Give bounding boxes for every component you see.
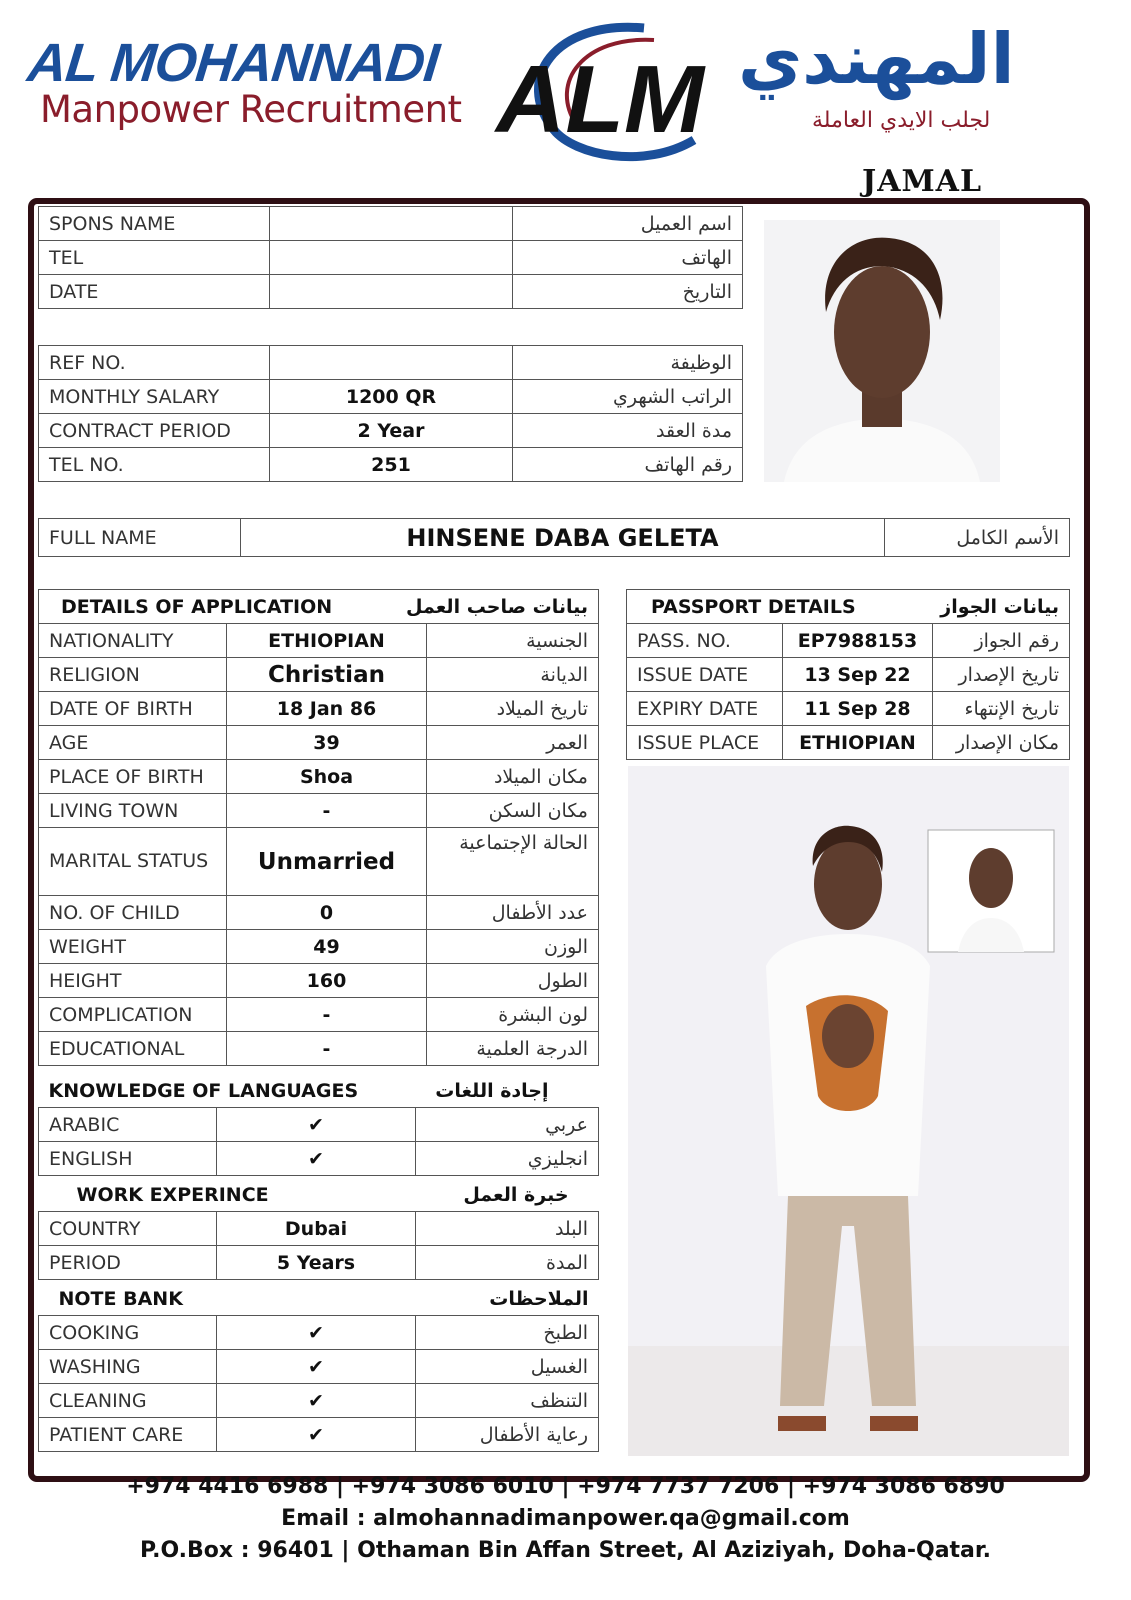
row-label-ar: الوزن	[427, 930, 599, 964]
row-label: ISSUE PLACE	[627, 726, 783, 760]
check-icon: ✔	[217, 1316, 416, 1350]
row-label: PERIOD	[39, 1246, 217, 1280]
table-row	[39, 346, 743, 380]
table-row	[39, 1142, 599, 1176]
row-value: 49	[227, 930, 427, 964]
table-row	[39, 760, 599, 794]
brand-name-en: AL MOHANNADI	[24, 33, 442, 93]
row-label: CONTRACT PERIOD	[39, 414, 270, 448]
row-label-ar: الديانة	[427, 658, 599, 692]
section-title: NOTE BANK	[58, 1287, 183, 1310]
table-row	[39, 1032, 599, 1066]
row-value	[270, 346, 513, 380]
row-label-ar: اسم العميل	[513, 207, 743, 241]
row-value: 13 Sep 22	[783, 658, 933, 692]
row-value: Shoa	[227, 760, 427, 794]
row-value: 1200 QR	[270, 380, 513, 414]
passport-table	[626, 589, 1070, 760]
row-label: PLACE OF BIRTH	[39, 760, 227, 794]
table-row	[39, 380, 743, 414]
row-label-ar: التنظف	[416, 1384, 599, 1418]
row-value: EP7988153	[783, 624, 933, 658]
svg-text:ALM: ALM	[496, 46, 704, 153]
row-value: ETHIOPIAN	[227, 624, 427, 658]
row-value: -	[227, 998, 427, 1032]
row-value: -	[227, 1032, 427, 1066]
row-label: HEIGHT	[39, 964, 227, 998]
row-label-ar: مكان السكن	[427, 794, 599, 828]
table-row	[39, 519, 1070, 557]
row-value	[270, 241, 513, 275]
portrait-photo	[764, 220, 1000, 482]
section-title-ar: بيانات صاحب العمل	[427, 590, 599, 624]
footer-email: Email : almohannadimanpower.qa@gmail.com	[281, 1506, 850, 1531]
full-name-table	[38, 518, 1070, 557]
row-label-ar: رعاية الأطفال	[416, 1418, 599, 1452]
section-title-ar: خبرة العمل	[463, 1183, 569, 1206]
footer-phones: +974 4416 6988 | +974 3086 6010 | +974 7737 7206 | +974 3086 6890	[126, 1474, 1005, 1499]
table-row	[39, 1212, 599, 1246]
row-value: ETHIOPIAN	[783, 726, 933, 760]
check-icon: ✔	[217, 1350, 416, 1384]
row-value: 0	[227, 896, 427, 930]
row-label: ISSUE DATE	[627, 658, 783, 692]
row-label: DATE	[39, 275, 270, 309]
table-row	[39, 1384, 599, 1418]
row-label: RELIGION	[39, 658, 227, 692]
check-icon: ✔	[217, 1418, 416, 1452]
row-label: COMPLICATION	[39, 998, 227, 1032]
table-row	[39, 275, 743, 309]
row-label: SPONS NAME	[39, 207, 270, 241]
row-label: PASS. NO.	[627, 624, 783, 658]
table-header	[39, 1282, 599, 1316]
row-label: CLEANING	[39, 1384, 217, 1418]
row-label: REF NO.	[39, 346, 270, 380]
row-label: LIVING TOWN	[39, 794, 227, 828]
section-title: KNOWLEDGE OF LANGUAGES	[48, 1079, 359, 1102]
table-row	[39, 1350, 599, 1384]
row-label: MONTHLY SALARY	[39, 380, 270, 414]
row-label-ar: التاريخ	[513, 275, 743, 309]
row-label: DATE OF BIRTH	[39, 692, 227, 726]
row-label-ar: مكان الميلاد	[427, 760, 599, 794]
table-row	[39, 1418, 599, 1452]
row-label-ar: انجليزي	[416, 1142, 599, 1176]
row-label-ar: تاريخ الميلاد	[427, 692, 599, 726]
notes-table	[38, 1282, 599, 1452]
experience-table	[38, 1178, 599, 1280]
brand-tagline-ar: لجلب الايدي العاملة	[812, 108, 991, 133]
row-label: AGE	[39, 726, 227, 760]
row-label: PATIENT CARE	[39, 1418, 217, 1452]
row-value: 5 Years	[217, 1246, 416, 1280]
table-row	[39, 1108, 599, 1142]
row-label: NO. OF CHILD	[39, 896, 227, 930]
row-label: ARABIC	[39, 1108, 217, 1142]
brand-name-ar: المهندي	[738, 18, 1015, 100]
row-value: Unmarried	[227, 828, 427, 896]
row-value: Christian	[227, 658, 427, 692]
table-row	[627, 726, 1070, 760]
table-row	[39, 624, 599, 658]
table-row	[39, 828, 599, 896]
row-label-ar: عربي	[416, 1108, 599, 1142]
row-value: Dubai	[217, 1212, 416, 1246]
section-title: PASSPORT DETAILS	[627, 590, 933, 624]
table-row	[39, 1316, 599, 1350]
row-label: ENGLISH	[39, 1142, 217, 1176]
section-title-ar: الملاحظات	[489, 1287, 589, 1310]
row-value: 160	[227, 964, 427, 998]
row-value: 39	[227, 726, 427, 760]
row-label-ar: عدد الأطفال	[427, 896, 599, 930]
table-row	[627, 692, 1070, 726]
row-label: TEL	[39, 241, 270, 275]
row-label-ar: العمر	[427, 726, 599, 760]
brand-logo	[494, 20, 724, 170]
table-row	[627, 658, 1070, 692]
row-label-ar: مكان الإصدار	[933, 726, 1070, 760]
row-label-ar: الغسيل	[416, 1350, 599, 1384]
application-table	[38, 589, 599, 1066]
contract-table	[38, 345, 743, 482]
full-name-value: HINSENE DABA GELETA	[241, 519, 885, 557]
table-row	[39, 964, 599, 998]
section-title: WORK EXPERINCE	[76, 1183, 269, 1206]
table-row	[39, 998, 599, 1032]
row-value	[270, 207, 513, 241]
row-label-ar: الوظيفة	[513, 346, 743, 380]
languages-table	[38, 1074, 599, 1176]
row-value: 18 Jan 86	[227, 692, 427, 726]
table-row	[39, 692, 599, 726]
row-value: 11 Sep 28	[783, 692, 933, 726]
row-label-ar: الدرجة العلمية	[427, 1032, 599, 1066]
row-label-ar: لون البشرة	[427, 998, 599, 1032]
row-label-ar: مدة العقد	[513, 414, 743, 448]
check-icon: ✔	[217, 1384, 416, 1418]
table-row	[39, 896, 599, 930]
table-header	[39, 1074, 599, 1108]
table-header	[39, 590, 599, 624]
footer-address: P.O.Box : 96401 | Othaman Bin Affan Street, Al Aziziyah, Doha-Qatar.	[140, 1538, 991, 1563]
table-header	[627, 590, 1070, 624]
section-title-ar: بيانات الجواز	[933, 590, 1070, 624]
sponsor-table	[38, 206, 743, 309]
row-label-ar: تاريخ الإصدار	[933, 658, 1070, 692]
row-label-ar: تاريخ الإنتهاء	[933, 692, 1070, 726]
agent-name: JAMAL	[862, 164, 983, 199]
row-label-ar: الجنسية	[427, 624, 599, 658]
table-header	[39, 1178, 599, 1212]
full-name-label: FULL NAME	[39, 519, 241, 557]
check-icon: ✔	[217, 1108, 416, 1142]
row-value: 2 Year	[270, 414, 513, 448]
brand-tagline-en: Manpower Recruitment	[40, 88, 462, 131]
row-label-ar: الراتب الشهري	[513, 380, 743, 414]
row-label: COOKING	[39, 1316, 217, 1350]
table-row	[39, 1246, 599, 1280]
row-label-ar: رقم الجواز	[933, 624, 1070, 658]
table-row	[39, 207, 743, 241]
row-label-ar: الطول	[427, 964, 599, 998]
row-value: -	[227, 794, 427, 828]
row-label: WASHING	[39, 1350, 217, 1384]
row-label: EXPIRY DATE	[627, 692, 783, 726]
section-title-ar: إجادة اللغات	[435, 1079, 549, 1102]
row-label: EDUCATIONAL	[39, 1032, 227, 1066]
table-row	[39, 930, 599, 964]
table-row	[39, 794, 599, 828]
row-label: MARITAL STATUS	[39, 828, 227, 896]
table-row	[39, 241, 743, 275]
row-label: TEL NO.	[39, 448, 270, 482]
table-row	[39, 658, 599, 692]
row-label-ar: البلد	[416, 1212, 599, 1246]
row-label-ar: الطبخ	[416, 1316, 599, 1350]
row-value	[270, 275, 513, 309]
table-row	[627, 624, 1070, 658]
table-row	[39, 726, 599, 760]
row-label-ar: المدة	[416, 1246, 599, 1280]
table-row	[39, 448, 743, 482]
section-title: DETAILS OF APPLICATION	[39, 590, 427, 624]
row-label: COUNTRY	[39, 1212, 217, 1246]
row-label: NATIONALITY	[39, 624, 227, 658]
row-label: WEIGHT	[39, 930, 227, 964]
table-row	[39, 414, 743, 448]
full-body-photo	[628, 766, 1069, 1456]
row-label-ar: الحالة الإجتماعية	[427, 828, 599, 896]
check-icon: ✔	[217, 1142, 416, 1176]
row-label-ar: الهاتف	[513, 241, 743, 275]
row-value: 251	[270, 448, 513, 482]
full-name-label-ar: الأسم الكامل	[885, 519, 1070, 557]
row-label-ar: رقم الهاتف	[513, 448, 743, 482]
